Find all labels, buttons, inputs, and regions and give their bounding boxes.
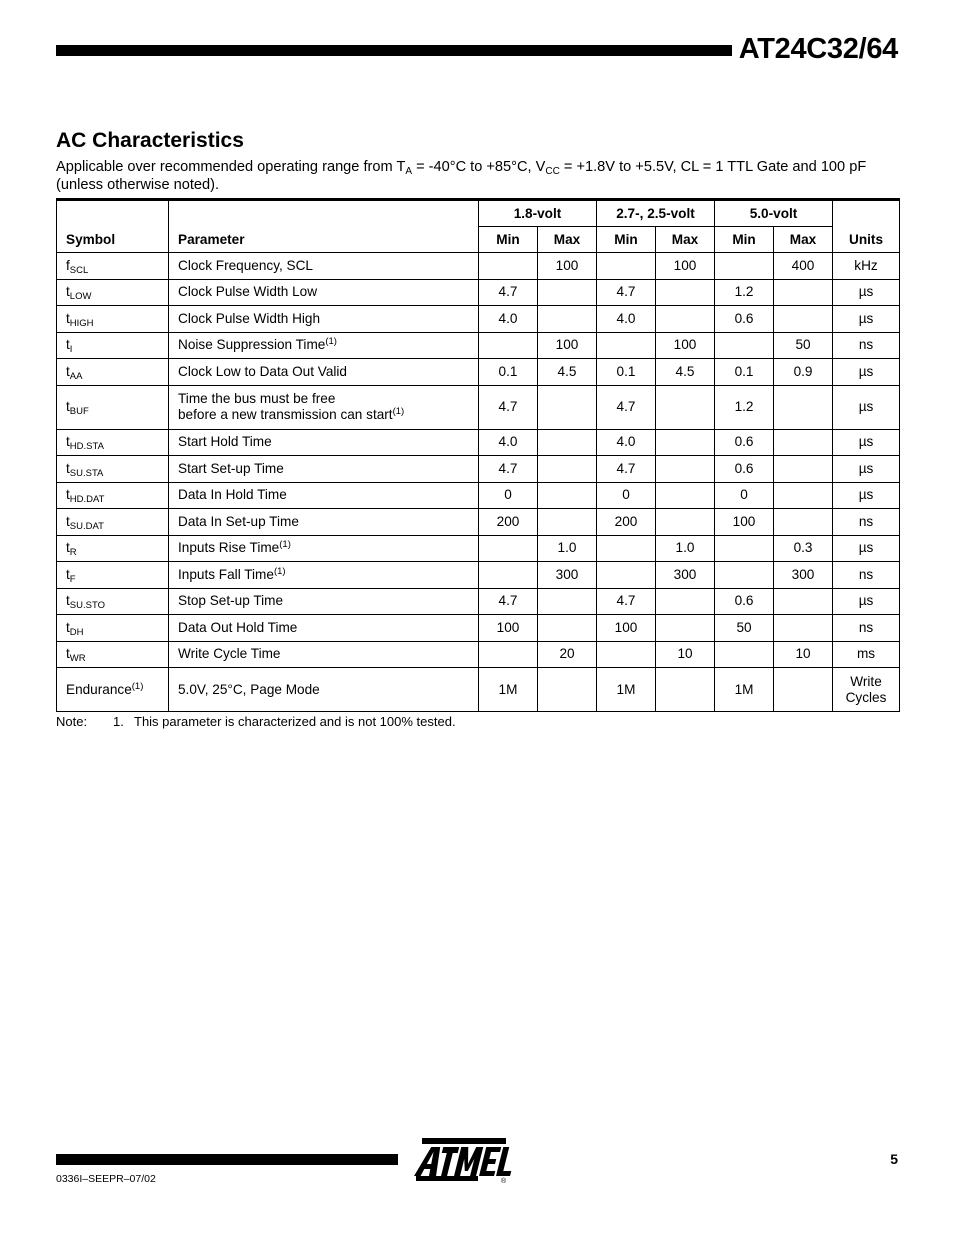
- value-cell: [479, 253, 538, 280]
- value-cell: 300: [774, 562, 833, 589]
- symbol-cell: [57, 615, 169, 642]
- units-text: µs: [858, 363, 874, 379]
- symbol-cell: [57, 562, 169, 589]
- footnote-ref: (1): [273, 565, 286, 577]
- value-cell: [656, 588, 715, 615]
- parameter-text: Time the bus must be free: [178, 391, 336, 406]
- symbol-cell: [57, 641, 169, 668]
- symbol-cell: [57, 509, 169, 536]
- symbol-subscript: DH: [69, 626, 84, 638]
- value-cell: 4.7: [597, 456, 656, 483]
- value-cell: [656, 615, 715, 642]
- units-text: µs: [858, 487, 874, 503]
- value-cell: 100: [538, 332, 597, 359]
- value-cell: [774, 482, 833, 509]
- footnote-ref: (1): [325, 336, 337, 348]
- units-cell: [833, 359, 900, 386]
- value-cell: 0.6: [715, 429, 774, 456]
- parameter-text: Clock Pulse Width Low: [178, 284, 318, 300]
- symbol-cell: [57, 456, 169, 483]
- value-cell: [538, 429, 597, 456]
- value-cell: [715, 332, 774, 359]
- value-cell: [715, 641, 774, 668]
- parameter-text: Clock Pulse Width High: [178, 310, 321, 326]
- value-cell: [479, 535, 538, 562]
- symbol-text: f: [66, 257, 70, 273]
- parameter-cell: [169, 306, 479, 333]
- value-cell: 200: [597, 509, 656, 536]
- parameter-text: Clock Low to Data Out Valid: [178, 363, 347, 379]
- value-cell: [538, 306, 597, 333]
- units-text: ns: [858, 619, 874, 635]
- header-min: Min: [597, 227, 656, 253]
- value-cell: [479, 641, 538, 668]
- value-cell: [538, 509, 597, 536]
- value-cell: 4.0: [479, 429, 538, 456]
- value-cell: [774, 509, 833, 536]
- value-cell: [597, 641, 656, 668]
- parameter-text-line2: before a new transmission can start: [178, 407, 393, 422]
- symbol-subscript: SU.STA: [69, 467, 104, 479]
- symbol-text: t: [66, 460, 70, 476]
- parameter-cell: [169, 615, 479, 642]
- value-cell: [656, 306, 715, 333]
- units-cell: [833, 456, 900, 483]
- parameter-text: Start Set-up Time: [178, 460, 284, 476]
- symbol-cell: [57, 253, 169, 280]
- value-cell: 1.0: [538, 535, 597, 562]
- value-cell: [774, 456, 833, 483]
- value-cell: [715, 562, 774, 589]
- value-cell: 4.0: [479, 306, 538, 333]
- table-row: [57, 562, 900, 589]
- value-cell: [656, 456, 715, 483]
- symbol-text: t: [66, 513, 70, 529]
- parameter-cell: [169, 641, 479, 668]
- parameter-text: Clock Frequency, SCL: [178, 257, 313, 273]
- table-body: [57, 253, 900, 712]
- header-group-2-7-volt: 2.7-, 2.5-volt: [597, 200, 715, 227]
- value-cell: [597, 253, 656, 280]
- parameter-cell: [169, 385, 479, 429]
- value-cell: [656, 482, 715, 509]
- units-text: Write: [850, 673, 882, 689]
- units-cell: [833, 279, 900, 306]
- value-cell: [774, 429, 833, 456]
- symbol-subscript: SU.STO: [69, 600, 105, 612]
- units-text: µs: [858, 460, 874, 476]
- units-text: µs: [858, 593, 874, 609]
- symbol-text: Endurance: [66, 681, 132, 697]
- value-cell: [479, 332, 538, 359]
- parameter-cell: [169, 509, 479, 536]
- parameter-text: Inputs Rise Time: [178, 540, 280, 556]
- units-text: ns: [858, 337, 874, 353]
- value-cell: 0.1: [479, 359, 538, 386]
- symbol-subscript: F: [69, 573, 76, 585]
- value-cell: [656, 385, 715, 429]
- symbol-subscript: HD.DAT: [69, 494, 105, 506]
- value-cell: [538, 456, 597, 483]
- value-cell: 4.7: [479, 385, 538, 429]
- value-cell: 100: [479, 615, 538, 642]
- symbol-text: t: [66, 310, 70, 326]
- value-cell: 4.7: [479, 279, 538, 306]
- symbol-cell: [57, 385, 169, 429]
- value-cell: [538, 615, 597, 642]
- table-row: [57, 615, 900, 642]
- value-cell: 0.6: [715, 306, 774, 333]
- parameter-text: Write Cycle Time: [178, 646, 281, 662]
- symbol-cell: [57, 279, 169, 306]
- value-cell: 0.9: [774, 359, 833, 386]
- parameter-text: Data In Set-up Time: [178, 513, 299, 529]
- units-text: µs: [858, 434, 874, 450]
- parameter-cell: [169, 279, 479, 306]
- parameter-text: Noise Suppression Time: [178, 337, 326, 353]
- note-label: Note:: [56, 714, 88, 729]
- symbol-cell: [57, 668, 169, 712]
- symbol-subscript: LOW: [69, 291, 92, 303]
- footnote-ref: (1): [279, 539, 291, 551]
- value-cell: [656, 279, 715, 306]
- value-cell: 400: [774, 253, 833, 280]
- units-cell: [833, 332, 900, 359]
- symbol-cell: [57, 306, 169, 333]
- symbol-cell: [57, 359, 169, 386]
- value-cell: 0.6: [715, 588, 774, 615]
- header-max: Max: [774, 227, 833, 253]
- value-cell: 300: [538, 562, 597, 589]
- table-row: [57, 279, 900, 306]
- value-cell: 4.5: [538, 359, 597, 386]
- symbol-text: t: [66, 566, 70, 582]
- table-row: [57, 456, 900, 483]
- value-cell: [715, 253, 774, 280]
- symbol-subscript: R: [69, 547, 77, 559]
- value-cell: 4.7: [597, 588, 656, 615]
- value-cell: 1M: [597, 668, 656, 712]
- value-cell: [597, 332, 656, 359]
- units-cell: [833, 588, 900, 615]
- value-cell: [774, 385, 833, 429]
- value-cell: 100: [597, 615, 656, 642]
- units-text: µs: [858, 284, 874, 300]
- symbol-cell: [57, 482, 169, 509]
- value-cell: [538, 385, 597, 429]
- units-cell: [833, 253, 900, 280]
- symbol-subscript: AA: [69, 370, 83, 382]
- value-cell: 1M: [715, 668, 774, 712]
- symbol-text: t: [66, 363, 70, 379]
- value-cell: [774, 306, 833, 333]
- units-cell: [833, 562, 900, 589]
- value-cell: [538, 482, 597, 509]
- value-cell: [715, 535, 774, 562]
- value-cell: 1.2: [715, 385, 774, 429]
- symbol-text: t: [66, 593, 70, 609]
- symbol-text: t: [66, 399, 70, 414]
- value-cell: [774, 279, 833, 306]
- table-row: [57, 641, 900, 668]
- value-cell: 20: [538, 641, 597, 668]
- parameter-cell: [169, 588, 479, 615]
- header-symbol: Symbol: [57, 200, 169, 253]
- units-cell: [833, 615, 900, 642]
- units-cell: [833, 509, 900, 536]
- value-cell: 1.2: [715, 279, 774, 306]
- units-text: ns: [858, 513, 874, 529]
- header-group-1-8-volt: 1.8-volt: [479, 200, 597, 227]
- symbol-text: t: [66, 540, 70, 556]
- table-row: [57, 588, 900, 615]
- value-cell: [538, 668, 597, 712]
- table-row: [57, 253, 900, 280]
- units-text: kHz: [854, 257, 878, 273]
- symbol-text: t: [66, 337, 70, 353]
- value-cell: 100: [656, 253, 715, 280]
- atmel-logo: [410, 1136, 514, 1186]
- parameter-cell: [169, 253, 479, 280]
- units-cell: [833, 385, 900, 429]
- units-cell: [833, 641, 900, 668]
- symbol-text: t: [66, 646, 70, 662]
- table-row: [57, 359, 900, 386]
- value-cell: 4.7: [597, 385, 656, 429]
- value-cell: [774, 588, 833, 615]
- header-parameter: Parameter: [169, 200, 479, 253]
- section-title: AC Characteristics: [56, 129, 244, 152]
- registered-mark: ®: [501, 1178, 507, 1185]
- header-max: Max: [538, 227, 597, 253]
- value-cell: 200: [479, 509, 538, 536]
- note-number: 1.: [113, 714, 124, 729]
- value-cell: 0.1: [597, 359, 656, 386]
- value-cell: [774, 615, 833, 642]
- value-cell: [538, 588, 597, 615]
- document-code: 0336I–SEEPR–07/02: [56, 1173, 156, 1185]
- units-text: ns: [858, 566, 874, 582]
- intro-paragraph: Applicable over recommended operating range from $T_A = -40^\circ C$ to +85°C, $V_{CC} = +1.8V$ to +5.5V, CL = 1 TTL Gate and 100 pF (unless otherwise noted).: [56, 159, 867, 193]
- value-cell: 4.7: [479, 588, 538, 615]
- parameter-cell: [169, 535, 479, 562]
- parameter-cell: [169, 429, 479, 456]
- value-cell: 0: [715, 482, 774, 509]
- symbol-subscript: SCL: [69, 264, 89, 276]
- value-cell: 100: [538, 253, 597, 280]
- table-row: [57, 482, 900, 509]
- header-min: Min: [715, 227, 774, 253]
- symbol-subscript: I: [69, 344, 73, 356]
- value-cell: [479, 562, 538, 589]
- value-cell: 50: [715, 615, 774, 642]
- value-cell: 100: [656, 332, 715, 359]
- document-title: AT24C32/64: [738, 33, 898, 65]
- value-cell: [656, 509, 715, 536]
- symbol-cell: [57, 332, 169, 359]
- parameter-text: Start Hold Time: [178, 434, 272, 450]
- value-cell: 0.1: [715, 359, 774, 386]
- units-cell: [833, 429, 900, 456]
- header-max: Max: [656, 227, 715, 253]
- symbol-cell: [57, 429, 169, 456]
- parameter-text: Data In Hold Time: [178, 487, 287, 503]
- value-cell: 4.7: [479, 456, 538, 483]
- units-text: ms: [856, 646, 876, 662]
- table-row: [57, 509, 900, 536]
- table-row: [57, 668, 900, 712]
- ac-characteristics-table: [56, 198, 900, 712]
- units-cell: [833, 306, 900, 333]
- value-cell: 0: [597, 482, 656, 509]
- note-text: This parameter is characterized and is not 100% tested.: [134, 714, 456, 729]
- symbol-subscript: SU.DAT: [69, 520, 104, 532]
- parameter-text: 5.0V, 25°C, Page Mode: [178, 681, 320, 697]
- value-cell: 300: [656, 562, 715, 589]
- units-cell: [833, 482, 900, 509]
- value-cell: [597, 535, 656, 562]
- parameter-text: Inputs Fall Time: [178, 566, 274, 582]
- value-cell: 50: [774, 332, 833, 359]
- header-units: Units: [833, 200, 900, 253]
- value-cell: [538, 279, 597, 306]
- parameter-cell: [169, 562, 479, 589]
- table-row: [57, 385, 900, 429]
- units-text: µs: [858, 540, 874, 556]
- value-cell: 1M: [479, 668, 538, 712]
- table-row: [57, 429, 900, 456]
- units-text-line2: Cycles: [845, 689, 887, 705]
- parameter-text: Data Out Hold Time: [178, 619, 298, 635]
- value-cell: 10: [774, 641, 833, 668]
- symbol-text: t: [66, 619, 70, 635]
- table-row: [57, 306, 900, 333]
- header-group-5-0-volt: 5.0-volt: [715, 200, 833, 227]
- value-cell: 100: [715, 509, 774, 536]
- value-cell: 0.3: [774, 535, 833, 562]
- symbol-cell: [57, 588, 169, 615]
- symbol-subscript: HD.STA: [69, 441, 104, 453]
- units-cell: [833, 535, 900, 562]
- value-cell: 4.0: [597, 429, 656, 456]
- parameter-cell: [169, 456, 479, 483]
- parameter-cell: [169, 359, 479, 386]
- parameter-cell: [169, 482, 479, 509]
- value-cell: 1.0: [656, 535, 715, 562]
- footer-rule: [56, 1154, 398, 1165]
- value-cell: 4.7: [597, 279, 656, 306]
- value-cell: [656, 668, 715, 712]
- footnote-ref: (1): [392, 406, 405, 417]
- footnote-ref: (1): [131, 680, 144, 692]
- table-row: [57, 535, 900, 562]
- parameter-text: Stop Set-up Time: [178, 593, 284, 609]
- value-cell: 10: [656, 641, 715, 668]
- symbol-subscript: WR: [69, 653, 86, 665]
- parameter-cell: [169, 332, 479, 359]
- symbol-cell: [57, 535, 169, 562]
- symbol-text: t: [66, 487, 70, 503]
- value-cell: 0: [479, 482, 538, 509]
- units-text: µs: [858, 310, 874, 326]
- units-text: µs: [858, 399, 874, 414]
- value-cell: 4.0: [597, 306, 656, 333]
- header-rule: [56, 45, 732, 56]
- value-cell: [597, 562, 656, 589]
- symbol-text: t: [66, 284, 70, 300]
- table-note: [56, 714, 456, 730]
- table-row: [57, 332, 900, 359]
- units-cell: [833, 668, 900, 712]
- page-number: 5: [890, 1151, 898, 1167]
- header-min: Min: [479, 227, 538, 253]
- value-cell: [656, 429, 715, 456]
- value-cell: 4.5: [656, 359, 715, 386]
- symbol-subscript: BUF: [69, 406, 89, 417]
- parameter-cell: [169, 668, 479, 712]
- value-cell: 0.6: [715, 456, 774, 483]
- symbol-text: t: [66, 434, 70, 450]
- value-cell: [774, 668, 833, 712]
- symbol-subscript: HIGH: [69, 317, 94, 329]
